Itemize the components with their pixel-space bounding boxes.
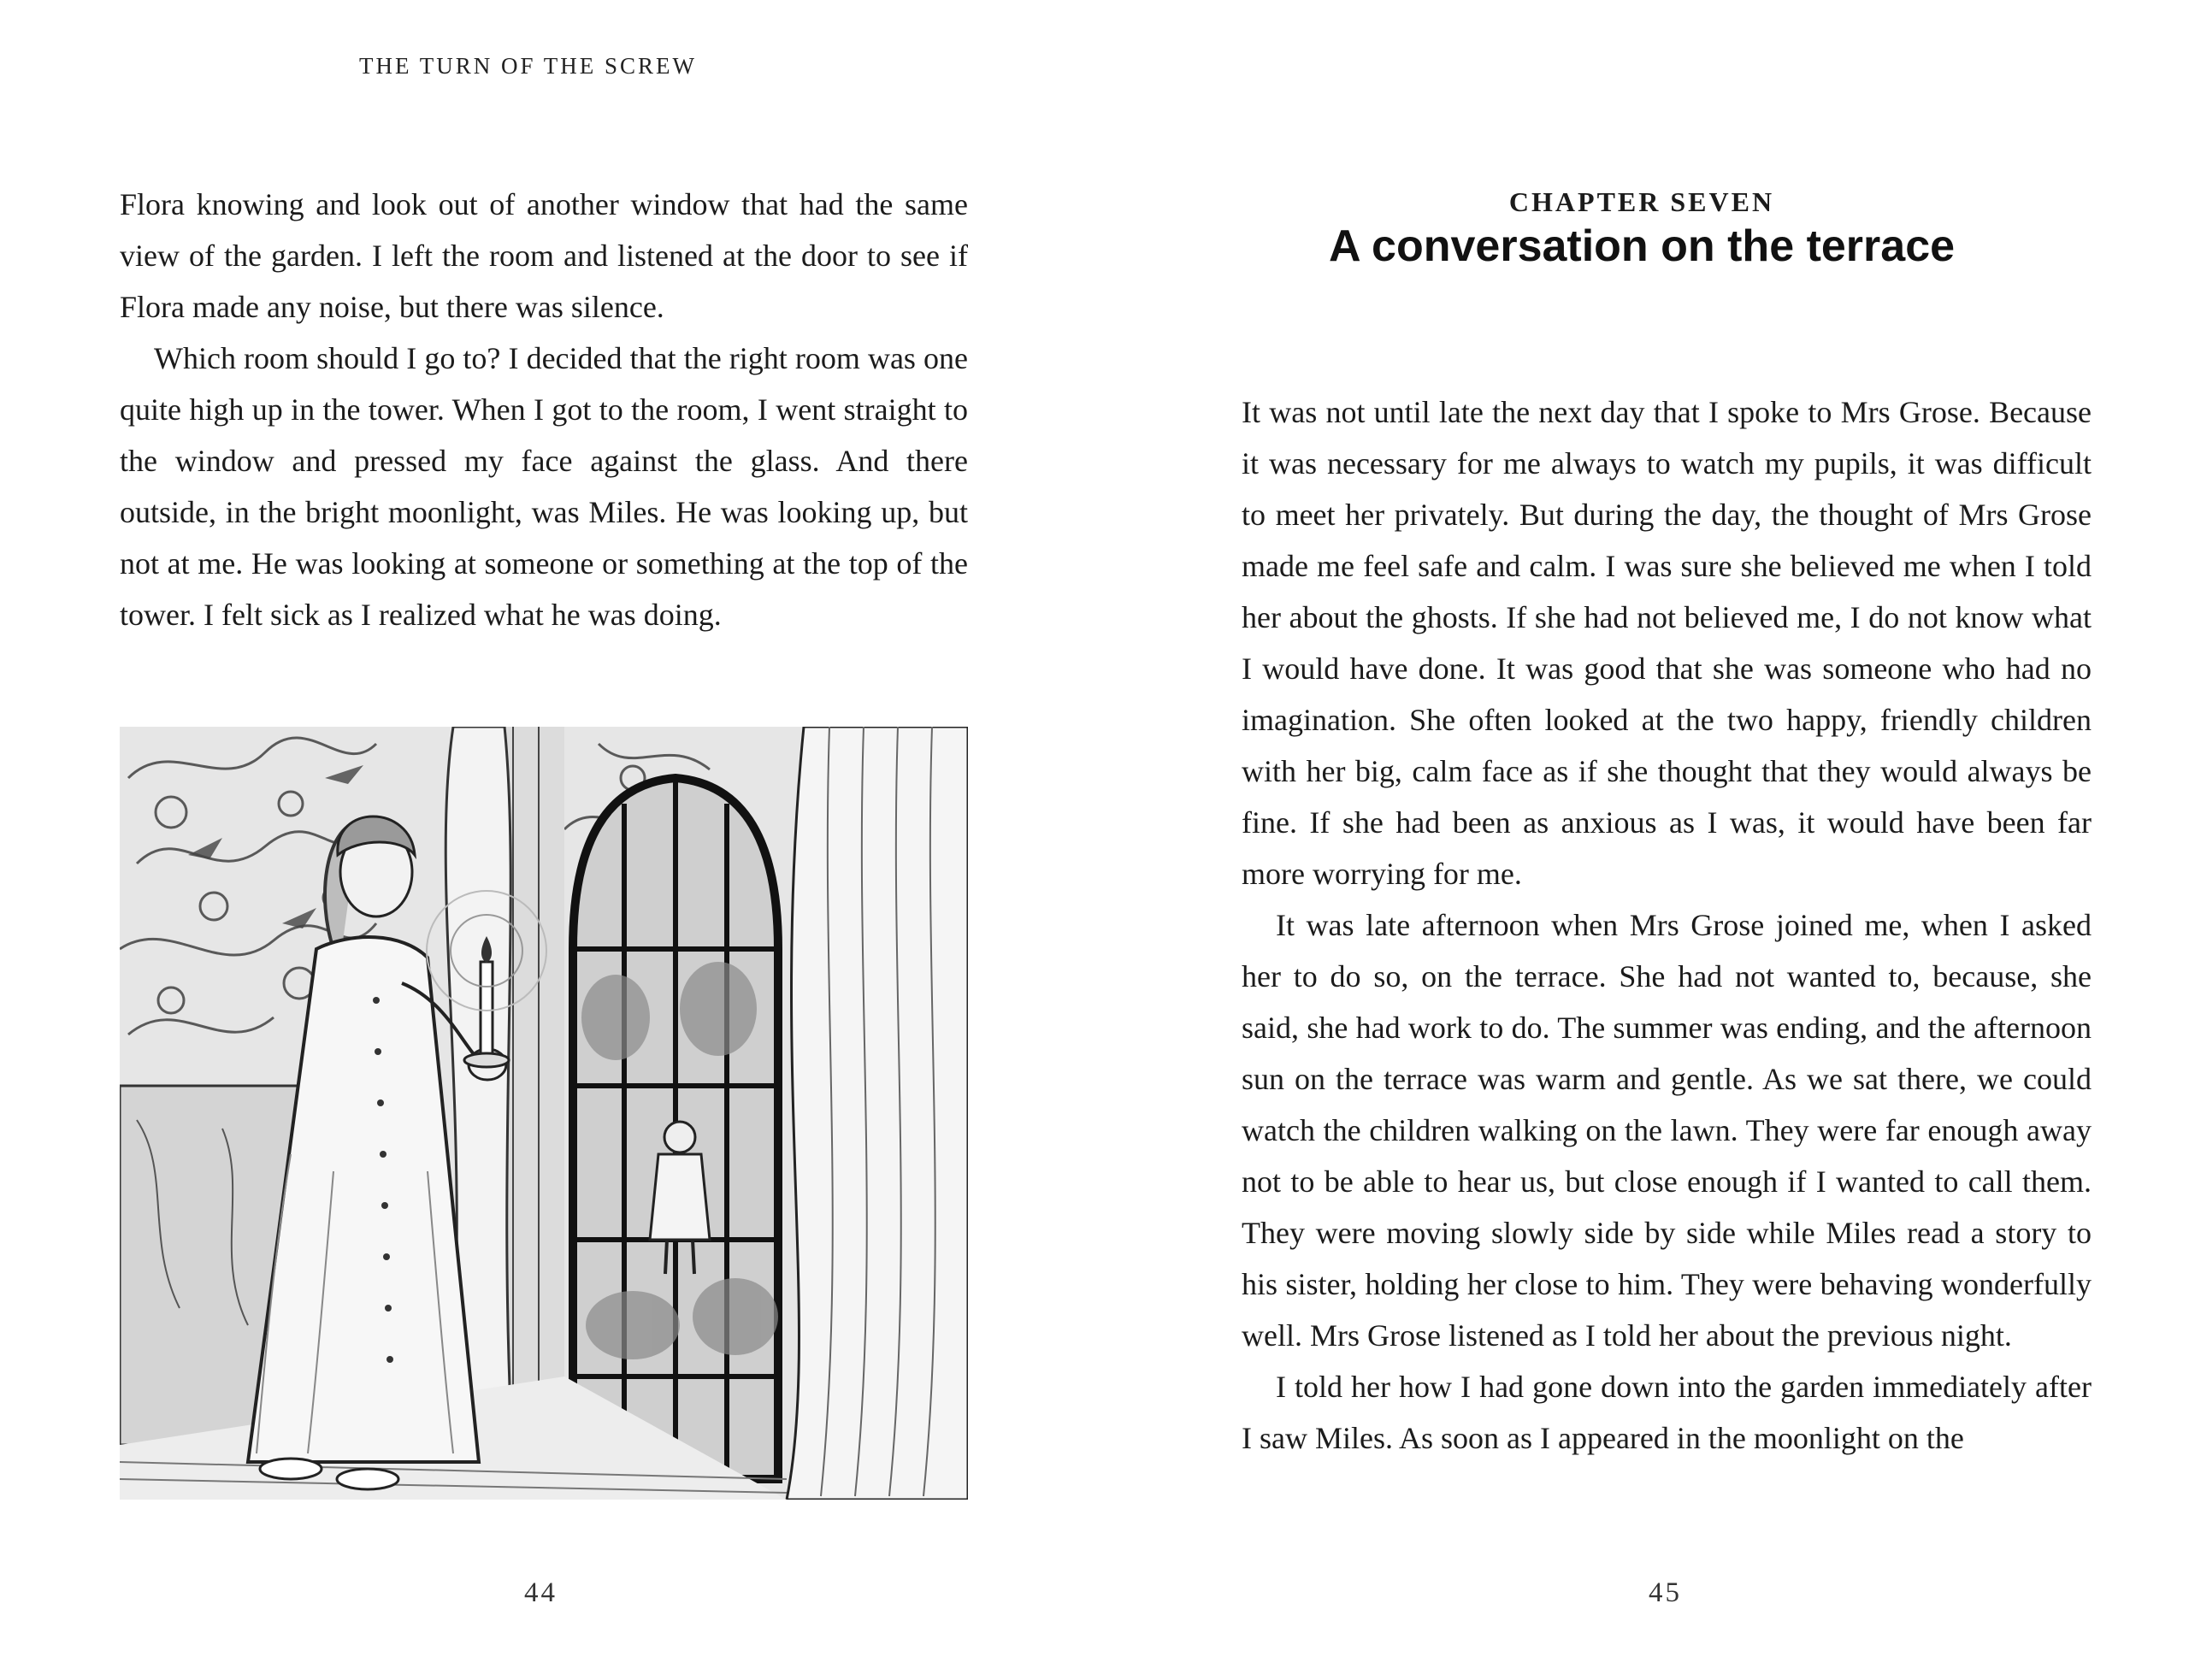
right-page-text xyxy=(1242,386,2092,1464)
paragraph: Which room should I go to? I decided that the right room was one quite high up in the tower. When I got to the room, I went straight to the window and pressed my face against the glass. And there outside, in the bright moonlight, was Miles. He was looking up, but not at me. He was looking at someone or something at the top of the tower. I felt sick as I realized what he was doing. xyxy=(120,341,968,632)
chapter-label: CHAPTER SEVEN xyxy=(1508,186,1775,217)
paragraph: It was not until late the next day that I spoke to Mrs Grose. Because it was necessary for me always to watch my pupils, it was difficult to meet her privately. But during the day, the thought of Mrs Grose made me feel safe and calm. I was sure she believed me when I told her about the ghosts. If she had not believed me, I do not know what I would have done. It was good that she was someone who had no imagination. She often looked at the two happy, friendly children with her big, calm face as if she thought that they would always be fine. If she had been as anxious as I was, it would have been far more worrying for me. xyxy=(1242,395,2092,891)
paragraph: Flora knowing and look out of another window that had the same view of the garden. I left the room and listened at the door to see if Flora made any noise, but there was silence. xyxy=(120,187,968,324)
page-number: 45 xyxy=(1649,1577,1682,1608)
left-page-text xyxy=(120,179,968,640)
right-page xyxy=(1094,0,2189,1680)
running-head: THE TURN OF THE SCREW xyxy=(359,53,698,79)
page-number: 44 xyxy=(524,1577,558,1608)
chapter-title: A conversation on the terrace xyxy=(1328,221,1956,271)
left-page xyxy=(0,0,1094,1680)
paragraph: I told her how I had gone down into the garden immediately after I saw Miles. As soon as I appeared in the moonlight on the xyxy=(1242,1370,2092,1455)
paragraph: It was late afternoon when Mrs Grose joined me, when I asked her to do so, on the terrace. She had not wanted to, because, she said, she had work to do. The summer was ending, and the afternoon sun on the terrace was warm and gentle. As we sat there, we could watch the children walking on the lawn. They were far enough away not to be able to hear us, but close enough if I wanted to call them. They were moving slowly side by side while Miles read a story to his sister, holding her close to him. They were behaving wonderfully well. Mrs Grose listened as I told her about the previous night. xyxy=(1242,908,2092,1353)
illustration-governess-at-window xyxy=(120,727,968,1500)
